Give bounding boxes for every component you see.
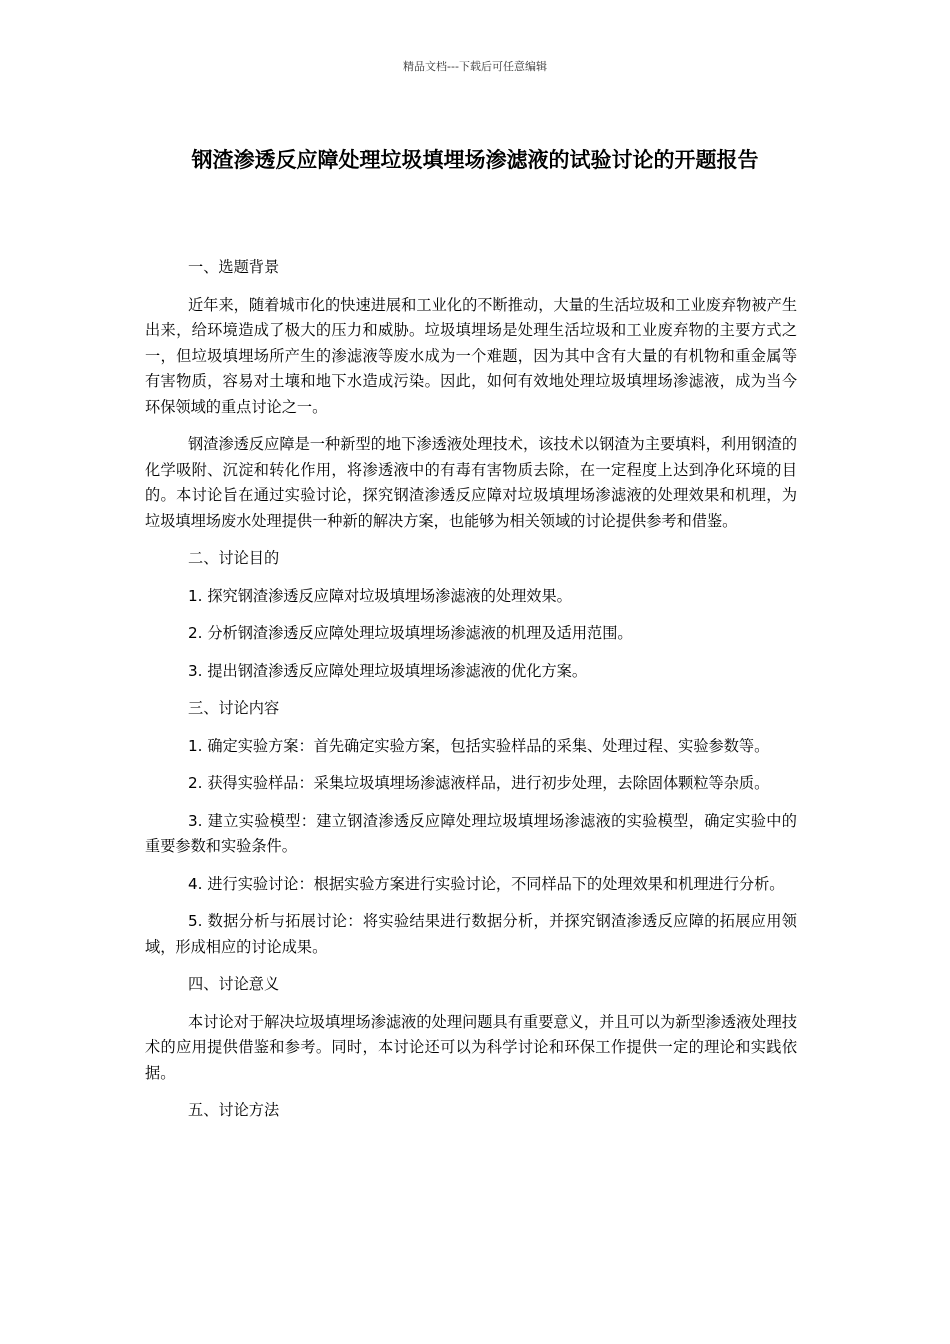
paragraph-significance: 本讨论对于解决垃圾填埋场渗滤液的处理问题具有重要意义，并且可以为新型渗透液处理技术的应用提供借鉴和参考。同时，本讨论还可以为科学讨论和环保工作提供一定的理论和实践依据。 xyxy=(145,1012,797,1082)
document-title: 钢渣渗透反应障处理垃圾填埋场渗滤液的试验讨论的开题报告 xyxy=(191,148,759,172)
section-heading-content: 三、讨论内容 xyxy=(188,699,280,717)
section-heading-background: 一、选题背景 xyxy=(188,258,280,276)
list-item-purpose-1: 1. 探究钢渣渗透反应障对垃圾填埋场渗滤液的处理效果。 xyxy=(188,586,572,605)
list-item-content-1: 1. 确定实验方案：首先确定实验方案，包括实验样品的采集、处理过程、实验参数等。 xyxy=(188,736,770,755)
list-item-content-4: 4. 进行实验讨论：根据实验方案进行实验讨论，不同样品下的处理效果和机理进行分析。 xyxy=(188,874,785,893)
section-heading-significance: 四、讨论意义 xyxy=(188,975,280,993)
list-item-purpose-2: 2. 分析钢渣渗透反应障处理垃圾填埋场渗滤液的机理及适用范围。 xyxy=(188,624,633,642)
paragraph-background-1: 近年来，随着城市化的快速进展和工业化的不断推动，大量的生活垃圾和工业废弃物被产生出来，给环境造成了极大的压力和威胁。垃圾填埋场是处理生活垃圾和工业废弃物的主要方式之一，但垃圾填埋场所产生的渗滤液等废水成为一个难题，因为其中含有大量的有机物和重金属等有害物质，容易对土壤和地下水造成污染。因此，如何有效地处理垃圾填埋场渗滤液，成为当今环保领域的重点讨论之一。 xyxy=(145,295,797,416)
header-note: 精品文档---下载后可任意编辑 xyxy=(403,60,547,73)
paragraph-background-2: 钢渣渗透反应障是一种新型的地下渗透液处理技术，该技术以钢渣为主要填料，利用钢渣的化学吸附、沉淀和转化作用，将渗透液中的有毒有害物质去除，在一定程度上达到净化环境的目的。本讨论旨在通过实验讨论，探究钢渣渗透反应障对垃圾填埋场渗滤液的处理效果和机理，为垃圾填埋场废水处理提供一种新的解决方案，也能够为相关领域的讨论提供参考和借鉴。 xyxy=(145,435,797,530)
document-body xyxy=(145,255,797,1136)
list-item-content-5: 5. 数据分析与拓展讨论：将实验结果进行数据分析，并探究钢渣渗透反应障的拓展应用领域，形成相应的讨论成果。 xyxy=(145,912,797,956)
list-item-content-3: 3. 建立实验模型：建立钢渣渗透反应障处理垃圾填埋场渗滤液的实验模型，确定实验中的重要参数和实验条件。 xyxy=(145,811,797,855)
section-heading-purpose: 二、讨论目的 xyxy=(188,549,280,567)
list-item-purpose-3: 3. 提出钢渣渗透反应障处理垃圾填埋场渗滤液的优化方案。 xyxy=(188,661,588,680)
section-heading-method: 五、讨论方法 xyxy=(188,1101,280,1119)
list-item-content-2: 2. 获得实验样品：采集垃圾填埋场渗滤液样品，进行初步处理，去除固体颗粒等杂质。 xyxy=(188,774,770,792)
